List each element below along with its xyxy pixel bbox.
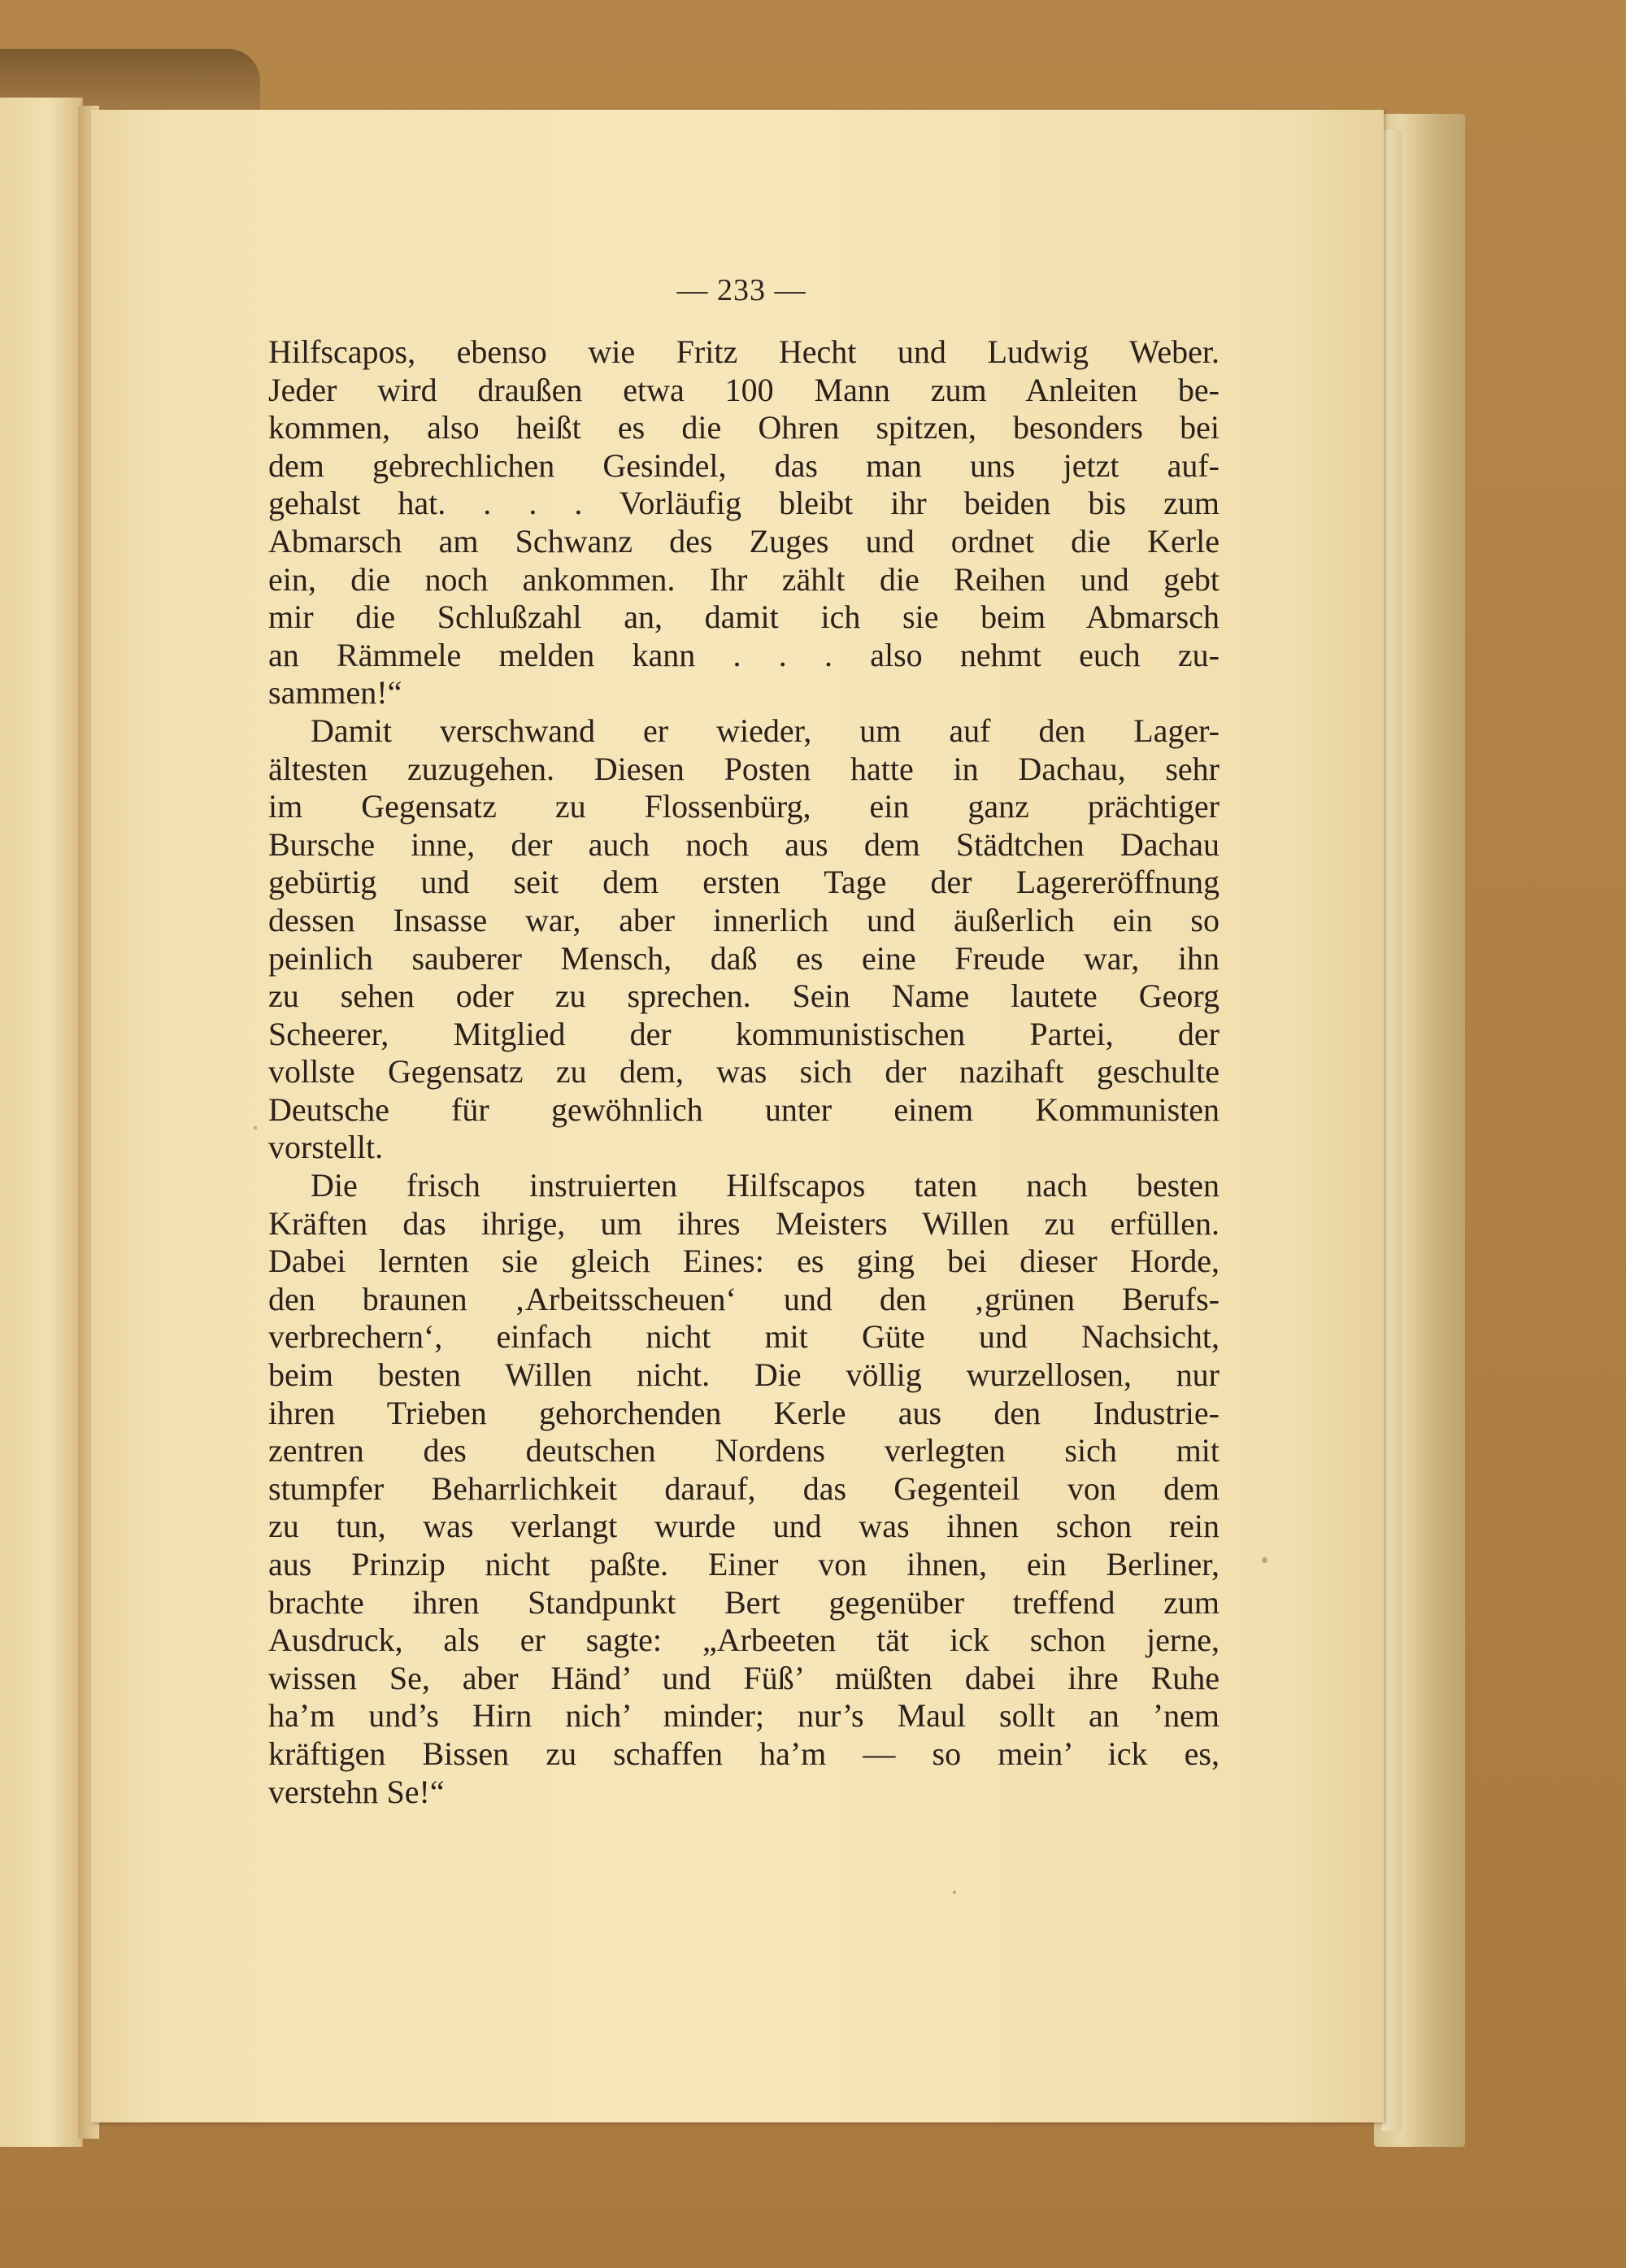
page-number: — 233 — <box>676 273 806 307</box>
paragraph-1 <box>268 333 1220 712</box>
book-page <box>91 110 1384 2122</box>
text-line: vorstellt. <box>268 1129 384 1166</box>
text-line: dessen Insasse war, aber innerlich und äußerlich ein so <box>268 901 1220 938</box>
text-line: dem gebrechlichen Gesindel, das man uns jetzt auf- <box>268 446 1220 484</box>
text-line: Abmarsch am Schwanz des Zuges und ordnet die Kerle <box>268 522 1220 559</box>
text-line: gehalst hat. . . . Vorläufig bleibt ihr beiden bis zum <box>268 485 1220 522</box>
paragraph-2 <box>268 712 1220 1167</box>
text-line: brachte ihren Standpunkt Bert gegenüber treffend zum <box>268 1583 1220 1621</box>
text-line: mir die Schlußzahl an, damit ich sie beim Abmarsch <box>268 599 1220 636</box>
text-line: Hilfscapos, ebenso wie Fritz Hecht und Ludwig Weber. <box>268 333 1220 370</box>
text-line: kommen, also heißt es die Ohren spitzen, besonders bei <box>268 409 1220 446</box>
text-line: wissen Se, aber Händ’ und Füß’ müßten dabei ihre Ruhe <box>268 1659 1220 1696</box>
text-line: stumpfer Beharrlichkeit darauf, das Gegenteil von dem <box>268 1469 1220 1507</box>
text-line: ihren Trieben gehorchenden Kerle aus den Industrie- <box>268 1394 1220 1431</box>
text-line: vollste Gegensatz zu dem, was sich der nazihaft geschulte <box>268 1053 1220 1090</box>
text-line: ha’m und’s Hirn nich’ minder; nur’s Maul sollt an ’nem <box>268 1697 1220 1735</box>
text-line: Ausdruck, als er sagte: „Arbeeten tät ick schon jerne, <box>268 1622 1220 1659</box>
text-line: Scheerer, Mitglied der kommunistischen Partei, der <box>268 1015 1220 1052</box>
text-line: aus Prinzip nicht paßte. Einer von ihnen, ein Berliner, <box>268 1546 1220 1582</box>
text-line: peinlich sauberer Mensch, daß es eine Freude war, ihn <box>268 939 1220 977</box>
paragraph-3 <box>268 1167 1220 1811</box>
text-line: Bursche inne, der auch noch aus dem Städtchen Dachau <box>268 825 1220 863</box>
text-line: Deutsche für gewöhnlich unter einem Kommunisten <box>268 1090 1220 1128</box>
speck <box>254 1126 257 1130</box>
speck <box>1262 1557 1267 1563</box>
text-line: Dabei lernten sie gleich Eines: es ging bei dieser Horde, <box>268 1243 1220 1280</box>
text-line: an Rämmele melden kann . . . also nehmt euch zu- <box>268 636 1220 673</box>
text-line: beim besten Willen nicht. Die völlig wurzellosen, nur <box>268 1356 1220 1394</box>
right-page-inner-edge <box>1382 130 1402 2131</box>
text-line: ein, die noch ankommen. Ihr zählt die Reihen und gebt <box>268 560 1220 598</box>
text-line: zu tun, was verlangt wurde und was ihnen schon rein <box>268 1508 1220 1545</box>
page-text-block <box>268 333 1220 1811</box>
text-line: verstehn Se!“ <box>268 1773 445 1810</box>
text-line: zentren des deutschen Nordens verlegten sich mit <box>268 1432 1220 1469</box>
text-line: Kräften das ihrige, um ihres Meisters Willen zu erfüllen. <box>268 1204 1220 1242</box>
text-line: sammen!“ <box>268 674 402 712</box>
text-line: den braunen ‚Arbeitsscheuen‘ und den ‚grünen Berufs- <box>268 1280 1220 1317</box>
text-line: kräftigen Bissen zu schaffen ha’m — so mein’ ick es, <box>268 1735 1220 1772</box>
text-line: Die frisch instruierten Hilfscapos taten nach besten <box>311 1167 1220 1204</box>
text-line: zu sehen oder zu sprechen. Sein Name lautete Georg <box>268 977 1220 1015</box>
text-line: Jeder wird draußen etwa 100 Mann zum Anleiten be- <box>268 371 1220 408</box>
text-line: ältesten zuzugehen. Diesen Posten hatte in Dachau, sehr <box>268 750 1220 787</box>
text-line: gebürtig und seit dem ersten Tage der Lagereröffnung <box>268 864 1220 901</box>
speck <box>953 1891 956 1894</box>
previous-page-edge <box>0 98 83 2147</box>
text-line: verbrechern‘, einfach nicht mit Güte und Nachsicht, <box>268 1318 1220 1356</box>
text-line: im Gegensatz zu Flossenbürg, ein ganz prächtiger <box>268 788 1220 825</box>
text-line: Damit verschwand er wieder, um auf den Lager- <box>311 712 1220 749</box>
